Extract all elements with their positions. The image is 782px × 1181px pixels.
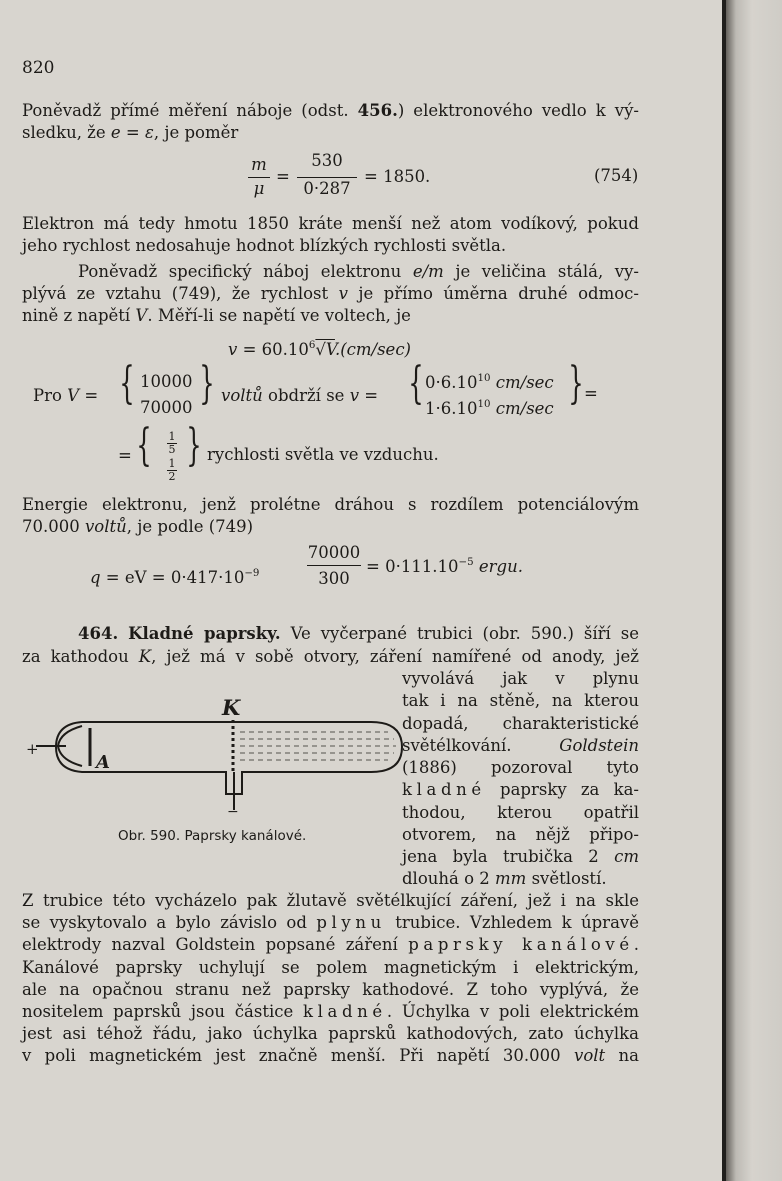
- text-line: tak i na stěně, na kterou: [402, 691, 639, 710]
- figure-label-a: A: [96, 752, 110, 773]
- text-line: v poli magnetickém jest značně menší. Při napětí 30.000 volt na: [22, 1046, 639, 1065]
- text-line: Energie elektronu, jenž prolétne dráhou s rozdílem potenciálovým: [22, 495, 639, 514]
- text-line: nině z napětí V. Měří-li se napětí ve voltech, je: [22, 306, 411, 325]
- text-line: elektrody nazval Goldstein popsané záření paprsky kanálové.: [22, 935, 639, 954]
- text-line: jest asi téhož řádu, jako úchylka paprsků kathodových, zato úchylka: [22, 1024, 639, 1043]
- section-heading-line: 464. Kladné paprsky. Ve vyčerpané trubici (obr. 590.) šíří se: [78, 624, 640, 643]
- text-line: světélkování. Goldstein: [402, 736, 639, 755]
- text-line: se vyskytovalo a bylo závislo od plynu trubice. Vzhledem k úpravě: [22, 913, 639, 932]
- book-page: 820 Poněvadž přímé měření náboje (odst. 456.) elektronového vedlo k vý- sledku, že e = ε, je poměr m μ = 530 0·287 = 1850. (754) Elektron má tedy hmotu 1850 kráte menší než atom vodíkový, pokud jeho rychlost nedosahuje hodnot blízkých rychlosti světla. Poněvadž specifický náboj elektronu e/m je veličina stálá, vy- plývá ze vztahu (749), že rychlost v je přímo úměrna druhé odmoc- nině z napětí V. Měří-li se napětí ve voltech, je $v = 60.10^6√V.(cm/\sec)$ Pro V = { 10000 70000 } voltů obdrží se v = { $0\cdot 6.10^{10}$ cm/sec $1\cdot 6.10^{10}$ cm/sec } = = { 1 5 1 2 } rychlosti světla ve vzduchu. Energie elektronu, jenž prolétne dráhou s rozdílem potenciálovým 70.000 voltů, je podle (749) q = eV = $0\cdot 417\cdot 10^{-9}$ 70000 300 = $0\cdot 111.10^{-5}$ ergu. 464. Kladné paprsky. Ve vyčerpané trubici (obr. 590.) šíří se za kathodou K, jež má v sobě otvory, záření namířené od anody, jež vyvolává jak v plynu tak i na stěně, na kterou dopadá, charakteristické světélkování. Goldstein (1886) pozoroval tyto kladné paprsky za ka- thodou, kterou opatřil otvorem, na nějž připo- jena byla trubička 2 cm dlouhá o 2 mm světlostí. K + A − Obr. 590. Paprsky kanálové. Z trubice této vycházelo pak žlutavě světélkující záření, jež i na skle se vyskytovalo a bylo závislo od plynu trubice. Vzhledem k úpravě elektrody nazval Goldstein popsané záření paprsky kanálové. Kanálové paprsky uchylují se polem magnetickým i elektrickým, ale na opačnou stranu než paprsky kathodové. Z toho vyplývá, že nositelem paprsků jsou částice kladné. Úchylka v poli elektrickém jest asi téhož řádu, jako úchylka paprsků kathodových, zato úchylka v poli magnetickém jest značně menší. Při napětí 30.000 volt na: [0, 0, 722, 1181]
- text-line: kladné paprsky za ka-: [402, 780, 639, 799]
- figure-minus-sign: −: [227, 804, 239, 820]
- text-line: plývá ze vztahu (749), že rychlost v je přímo úměrna druhé odmoc-: [22, 284, 639, 303]
- text-line: Elektron má tedy hmotu 1850 kráte menší než atom vodíkový, pokud: [22, 214, 639, 233]
- text-line: 70.000 voltů, je podle (749): [22, 517, 254, 536]
- text-line: ale na opačnou stranu než paprsky kathodové. Z toho vyplývá, že: [22, 980, 639, 999]
- book-spine-edge: [722, 0, 782, 1181]
- text-line: Poněvadž specifický náboj elektronu e/m je veličina stálá, vy-: [78, 262, 639, 281]
- text-line: Kanálové paprsky uchylují se polem magnetickým i elektrickým,: [22, 958, 639, 977]
- text-line: thodou, kterou opatřil: [402, 803, 639, 822]
- figure-label-k: K: [222, 695, 241, 720]
- equation-velocity: $v = 60.10^6√V.(cm/\sec)$: [228, 340, 411, 360]
- figure-caption: Obr. 590. Paprsky kanálové.: [118, 828, 307, 844]
- text-line: dopadá, charakteristické: [402, 714, 639, 733]
- text-line: Poněvadž přímé měření náboje (odst. 456.) elektronového vedlo k vý-: [22, 101, 639, 120]
- canal-ray-tube-figure: [28, 692, 408, 827]
- text-line: jena byla trubička 2 cm: [402, 847, 639, 866]
- text-line: za kathodou K, jež má v sobě otvory, záření namířené od anody, jež: [22, 647, 640, 666]
- text-line: dlouhá o 2 mm světlostí.: [402, 869, 607, 888]
- text-line: (1886) pozoroval tyto: [402, 758, 639, 777]
- text-line: sledku, že e = ε, je poměr: [22, 123, 239, 142]
- text-line: vyvolává jak v plynu: [402, 669, 639, 688]
- text-line: Z trubice této vycházelo pak žlutavě světélkující záření, jež i na skle: [22, 891, 639, 910]
- figure-plus-sign: +: [26, 740, 39, 758]
- text-line: otvorem, na nějž připo-: [402, 825, 639, 844]
- page-number: 820: [22, 58, 55, 78]
- text-line: jeho rychlost nedosahuje hodnot blízkých rychlosti světla.: [22, 236, 507, 255]
- text-line: nositelem paprsků jsou částice kladné. Úchylka v poli elektrickém: [22, 1002, 639, 1021]
